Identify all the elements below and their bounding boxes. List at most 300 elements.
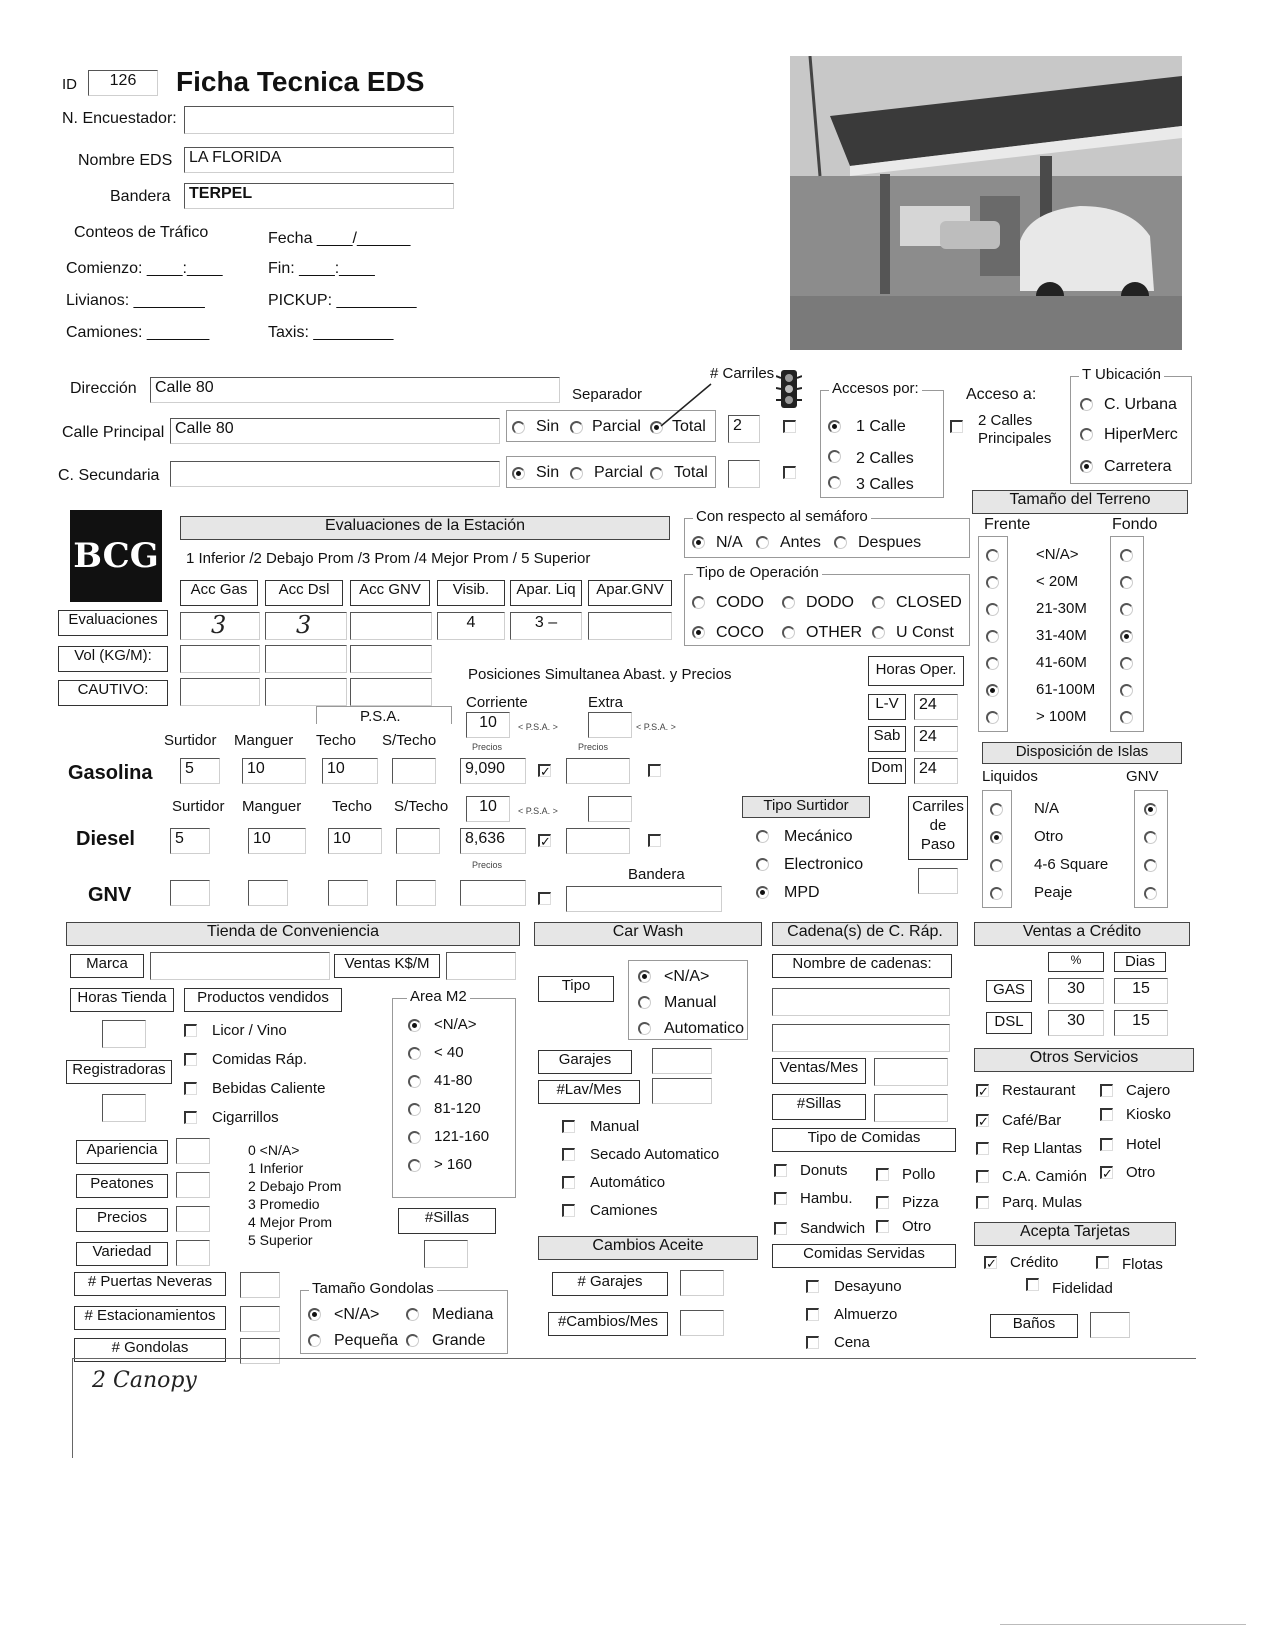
fecha-field[interactable]: Fecha ____/______: [268, 230, 411, 247]
producto-check[interactable]: [184, 1053, 197, 1066]
tarjeta-credito-label: Crédito: [1010, 1254, 1059, 1271]
tarjeta-fidelidad-check[interactable]: [1026, 1278, 1039, 1291]
terreno-frente-radio[interactable]: [986, 549, 999, 562]
row-cautivo: CAUTIVO:: [58, 680, 168, 706]
gondola-mediana-radio[interactable]: [406, 1308, 419, 1321]
op-closed-label: CLOSED: [896, 594, 962, 611]
notes-left-line: [72, 1358, 73, 1458]
id-label: ID: [62, 76, 77, 93]
cautivo-acc-dsl[interactable]: [265, 678, 347, 706]
dsl-col-techo: Techo: [332, 798, 373, 815]
servida-label: Almuerzo: [834, 1306, 898, 1323]
scale-item: 3 Promedio: [248, 1196, 320, 1212]
tienda-ventas-label: Ventas K$/M: [334, 954, 440, 978]
horas-tienda-field[interactable]: [102, 1020, 146, 1048]
bandera-label-pos: Bandera: [628, 866, 685, 883]
gnv-label: GNV: [88, 884, 132, 906]
col-acc-gas: Acc Gas: [180, 580, 258, 606]
op-dodo-radio[interactable]: [782, 596, 795, 609]
carwash-auto-label: Automatico: [664, 1020, 745, 1037]
carriles-label: # Carriles: [710, 365, 775, 382]
gas-extra-precio-check[interactable]: [648, 764, 661, 777]
col-apar-liq: Apar. Liq: [510, 580, 582, 606]
eval-apar-liq[interactable]: 3 –: [510, 612, 582, 640]
horas-dom-field[interactable]: 24: [914, 758, 958, 784]
scale-item: 0 <N/A>: [248, 1142, 300, 1158]
comida-check[interactable]: [774, 1192, 787, 1205]
servicio-label: Parq. Mulas: [1002, 1194, 1083, 1211]
servicio-check[interactable]: [1100, 1084, 1113, 1097]
gas-col-manguer: Manguer: [234, 732, 294, 749]
gas-manguer-field[interactable]: 10: [242, 758, 306, 784]
eval-visib[interactable]: 4: [437, 612, 505, 640]
carriles-paso-field[interactable]: [918, 868, 958, 894]
cadena-tipo-label: Tipo de Comidas: [772, 1128, 956, 1152]
gas-precio-field[interactable]: 9,090: [460, 758, 526, 784]
dsl-corriente-field[interactable]: 10: [466, 796, 510, 822]
area-radio[interactable]: [408, 1103, 421, 1116]
terreno-fondo-radio[interactable]: [1120, 684, 1133, 697]
ubicacion-title: T Ubicación: [1079, 366, 1164, 383]
servicio-check[interactable]: [976, 1196, 989, 1209]
sep-p-parcial-radio[interactable]: [570, 421, 583, 434]
sep-p-total-label: Total: [672, 418, 706, 435]
comida-check[interactable]: [774, 1164, 787, 1177]
cadena-nombre-field-1[interactable]: [772, 988, 950, 1016]
terreno-frente-radio[interactable]: [986, 684, 999, 697]
terreno-fondo-radio[interactable]: [1120, 657, 1133, 670]
islas-header: Disposición de Islas: [982, 742, 1182, 764]
op-codo-radio[interactable]: [692, 596, 705, 609]
servicio-check[interactable]: [1100, 1138, 1113, 1151]
horas-sab-field[interactable]: 24: [914, 726, 958, 752]
terreno-frente-radio[interactable]: [986, 576, 999, 589]
islas-gnv: GNV: [1126, 768, 1159, 785]
servida-check[interactable]: [806, 1280, 819, 1293]
producto-check[interactable]: [184, 1024, 197, 1037]
carwash-check[interactable]: [562, 1176, 575, 1189]
traffic-light-icon: [776, 368, 802, 410]
carriles-principal-check[interactable]: [783, 420, 796, 433]
credito-dias-label: Dias: [1114, 952, 1166, 972]
horas-dom-label: Dom: [868, 758, 906, 784]
dsl-extra-field[interactable]: [588, 796, 632, 822]
eval-acc-gas[interactable]: 3: [180, 612, 260, 640]
op-uconst-label: U Const: [896, 624, 954, 641]
servida-label: Desayuno: [834, 1278, 902, 1295]
cautivo-acc-gas[interactable]: [180, 678, 260, 706]
gnv-manguer-field[interactable]: [248, 880, 288, 906]
pickup-field[interactable]: PICKUP: _________: [268, 292, 417, 309]
islas-gnv-radio[interactable]: [1144, 803, 1157, 816]
op-other-label: OTHER: [806, 624, 862, 641]
servicio-check[interactable]: [976, 1142, 989, 1155]
surtidor-mpd-radio[interactable]: [756, 886, 769, 899]
terreno-frente-radio[interactable]: [986, 711, 999, 724]
carwash-check-label: Camiones: [590, 1202, 658, 1219]
surtidor-mecanico-label: Mecánico: [784, 828, 853, 845]
row-evaluaciones: Evaluaciones: [58, 610, 168, 636]
semaforo-na-radio[interactable]: [692, 536, 705, 549]
islas-gnv-radio[interactable]: [1144, 887, 1157, 900]
horas-lv-field[interactable]: 24: [914, 694, 958, 720]
scale-item: 2 Debajo Prom: [248, 1178, 342, 1194]
gas-psa-2: < P.S.A. >: [636, 722, 676, 732]
cadena-ventas-label: Ventas/Mes: [772, 1058, 866, 1084]
tienda-eval-label: Apariencia: [76, 1140, 168, 1164]
gas-precios-2: Precios: [578, 742, 609, 752]
producto-label: Cigarrillos: [212, 1109, 279, 1126]
servida-check[interactable]: [806, 1308, 819, 1321]
tienda-eval-field[interactable]: [176, 1172, 210, 1198]
ubicacion-hipermerc-label: HiperMerc: [1104, 426, 1178, 443]
terreno-fondo-radio[interactable]: [1120, 711, 1133, 724]
servicio-label: Kiosko: [1126, 1106, 1172, 1123]
tienda-marca-field[interactable]: [150, 952, 330, 980]
op-other-radio[interactable]: [782, 626, 795, 639]
dsl-surtidor-field[interactable]: 5: [170, 828, 210, 854]
islas-liquidos-radio[interactable]: [990, 803, 1003, 816]
puertas-label: # Puertas Neveras: [74, 1272, 226, 1296]
carwash-check-label: Automático: [590, 1174, 666, 1191]
surtidor-electronico-label: Electronico: [784, 856, 864, 873]
tienda-eval-label: Peatones: [76, 1174, 168, 1198]
gondola-pequena-radio[interactable]: [308, 1334, 321, 1347]
servicio-check[interactable]: [1100, 1108, 1113, 1121]
op-coco-radio[interactable]: [692, 626, 705, 639]
carwash-manual-label: Manual: [664, 994, 717, 1011]
tarjetas-header: Acepta Tarjetas: [974, 1222, 1176, 1246]
tienda-eval-field[interactable]: [176, 1240, 210, 1266]
traffic-title: Conteos de Tráfico: [74, 224, 209, 241]
ubicacion-hipermerc-radio[interactable]: [1080, 428, 1093, 441]
carriles-secundaria-field[interactable]: [728, 460, 760, 488]
dsl-manguer-field[interactable]: 10: [248, 828, 306, 854]
surtidor-mecanico-radio[interactable]: [756, 830, 769, 843]
separador-check-mark: [655, 380, 715, 432]
ubicacion-urbana-label: C. Urbana: [1104, 396, 1177, 413]
ubicacion-carretera-radio[interactable]: [1080, 460, 1093, 473]
encuestador-field[interactable]: [184, 106, 454, 134]
col-acc-dsl: Acc Dsl: [265, 580, 343, 606]
banos-field[interactable]: [1090, 1312, 1130, 1338]
terreno-fondo-label: Fondo: [1112, 516, 1158, 533]
carwash-na-label: <N/A>: [664, 968, 710, 985]
servicio-check[interactable]: ✓: [978, 1084, 989, 1099]
principal-field[interactable]: Calle 80: [170, 418, 500, 444]
gas-extra-field[interactable]: [588, 712, 632, 738]
posiciones-title: Posiciones Simultanea Abast. y Precios: [468, 666, 732, 683]
aceite-garajes-field[interactable]: [680, 1270, 724, 1296]
semaforo-antes-radio[interactable]: [756, 536, 769, 549]
comida-label: Pizza: [902, 1194, 939, 1211]
sep-p-sin-radio[interactable]: [512, 421, 525, 434]
terreno-frente-radio[interactable]: [986, 630, 999, 643]
carwash-check-label: Secado Automatico: [590, 1146, 720, 1163]
islas-gnv-radio[interactable]: [1144, 831, 1157, 844]
dsl-stecho-field[interactable]: [396, 828, 440, 854]
comida-check[interactable]: [774, 1222, 787, 1235]
productos-label: Productos vendidos: [184, 988, 342, 1012]
aceite-cambios-field[interactable]: [680, 1310, 724, 1336]
bandera-label: Bandera: [110, 188, 171, 205]
puertas-field[interactable]: [240, 1272, 280, 1298]
nombre-field[interactable]: LA FLORIDA: [184, 147, 454, 173]
gondolas-size-title: Tamaño Gondolas: [309, 1280, 437, 1297]
carwash-check[interactable]: [562, 1204, 575, 1217]
sep-s-sin-label: Sin: [536, 464, 560, 481]
carriles-paso-label: Carriles de Paso: [908, 796, 968, 860]
fin-field[interactable]: Fin: ____:____: [268, 260, 375, 277]
accesos-3-label: 3 Calles: [856, 476, 914, 493]
cadena-header: Cadena(s) de C. Ráp.: [772, 922, 958, 946]
credito-dsl-label: DSL: [986, 1012, 1032, 1034]
carwash-header: Car Wash: [534, 922, 762, 946]
tarjeta-flotas-check[interactable]: [1096, 1256, 1109, 1269]
encuestador-label: N. Encuestador:: [62, 110, 177, 127]
semaforo-title: Con respecto al semáforo: [693, 508, 871, 525]
nombre-label: Nombre EDS: [78, 152, 173, 169]
evaluaciones-scale: 1 Inferior /2 Debajo Prom /3 Prom /4 Mejor Prom / 5 Superior: [186, 550, 591, 567]
vol-acc-gnv[interactable]: [350, 645, 432, 673]
tienda-ventas-field[interactable]: [446, 952, 516, 980]
carriles-principal-field[interactable]: 2: [728, 415, 760, 443]
accesos-1-radio[interactable]: [828, 420, 841, 433]
accesos-title: Accesos por:: [829, 380, 922, 397]
gas-corriente-field[interactable]: 10: [466, 712, 510, 738]
secundaria-field[interactable]: [170, 461, 500, 487]
semaforo-antes-label: Antes: [780, 534, 821, 551]
islas-liquidos: Liquidos: [982, 768, 1038, 785]
tienda-eval-label: Variedad: [76, 1242, 168, 1266]
surtidor-mpd-label: MPD: [784, 884, 820, 901]
area-radio[interactable]: [408, 1047, 421, 1060]
tienda-sillas-label: #Sillas: [398, 1208, 496, 1234]
psa-header: P.S.A.: [360, 708, 401, 725]
op-uconst-radio[interactable]: [872, 626, 885, 639]
credito-dsl-dias[interactable]: 15: [1114, 1010, 1168, 1036]
gas-col-techo: Techo: [316, 732, 357, 749]
col-acc-gnv: Acc GNV: [350, 580, 430, 606]
islas-liquidos-radio[interactable]: [990, 859, 1003, 872]
surtidor-header: Tipo Surtidor: [742, 796, 870, 818]
gas-stecho-field[interactable]: [392, 758, 436, 784]
accesos-3-radio[interactable]: [828, 476, 841, 489]
dsl-techo-field[interactable]: 10: [328, 828, 382, 854]
gas-col-stecho: S/Techo: [382, 732, 437, 749]
area-option-label: > 160: [434, 1156, 472, 1173]
op-coco-label: COCO: [716, 624, 764, 641]
op-closed-radio[interactable]: [872, 596, 885, 609]
ubicacion-carretera-label: Carretera: [1104, 458, 1172, 475]
terreno-fondo-radio[interactable]: [1120, 630, 1133, 643]
comienzo-field[interactable]: Comienzo: ____:____: [66, 260, 223, 277]
servicio-label: Rep Llantas: [1002, 1140, 1083, 1157]
gondola-grande-radio[interactable]: [406, 1334, 419, 1347]
dsl-extra-precio-field[interactable]: [566, 828, 630, 854]
area-radio[interactable]: [408, 1131, 421, 1144]
extra-label: Extra: [588, 694, 624, 711]
gas-techo-field[interactable]: 10: [322, 758, 378, 784]
sep-s-total-radio[interactable]: [650, 467, 663, 480]
dsl-precio-check[interactable]: ✓: [540, 834, 551, 849]
diesel-label: Diesel: [76, 828, 135, 850]
gnv-precio-field[interactable]: [460, 880, 526, 906]
area-radio[interactable]: [408, 1075, 421, 1088]
row-vol: Vol (KG/M):: [58, 646, 168, 672]
gnv-surtidor-field[interactable]: [170, 880, 210, 906]
area-option-label: 121-160: [434, 1128, 490, 1145]
islas-option-label: Peaje: [1034, 884, 1073, 901]
dos-calles-label: 2 Calles Principales: [978, 412, 1052, 447]
dsl-col-stecho: S/Techo: [394, 798, 449, 815]
id-field[interactable]: 126: [88, 70, 158, 96]
gas-precios-1: Precios: [472, 742, 503, 752]
comida-check[interactable]: [876, 1196, 889, 1209]
terreno-fondo-radio[interactable]: [1120, 576, 1133, 589]
comida-check[interactable]: [876, 1168, 889, 1181]
direccion-field[interactable]: Calle 80: [150, 377, 560, 403]
terreno-frente-radio[interactable]: [986, 657, 999, 670]
scale-item: 1 Inferior: [248, 1160, 304, 1176]
area-radio[interactable]: [408, 1019, 421, 1032]
servida-check[interactable]: [806, 1336, 819, 1349]
semaforo-despues-radio[interactable]: [834, 536, 847, 549]
comida-label: Sandwich: [800, 1220, 866, 1237]
carwash-garajes-label: Garajes: [538, 1050, 632, 1074]
gas-precio-check[interactable]: ✓: [540, 764, 551, 779]
sep-s-sin-radio[interactable]: [512, 467, 525, 480]
gasolina-label: Gasolina: [68, 762, 153, 784]
area-option-label: < 40: [434, 1044, 464, 1061]
carwash-auto-radio[interactable]: [638, 1022, 651, 1035]
carwash-na-radio[interactable]: [638, 970, 651, 983]
area-radio[interactable]: [408, 1159, 421, 1172]
gondola-pequena-label: Pequeña: [334, 1332, 399, 1349]
carriles-secundaria-check[interactable]: [783, 466, 796, 479]
taxis-field[interactable]: Taxis: _________: [268, 324, 394, 341]
vol-acc-dsl[interactable]: [265, 645, 347, 673]
gas-extra-precio-field[interactable]: [566, 758, 630, 784]
dsl-col-manguer: Manguer: [242, 798, 302, 815]
cadena-nombre-field-2[interactable]: [772, 1024, 950, 1052]
servicio-check[interactable]: [976, 1170, 989, 1183]
camiones-field[interactable]: Camiones: _______: [66, 324, 210, 341]
servicio-label: Otro: [1126, 1164, 1156, 1181]
registradoras-label: Registradoras: [66, 1060, 172, 1084]
dsl-precios: Precios: [472, 860, 503, 870]
gnv-techo-field[interactable]: [328, 880, 368, 906]
dos-calles-check[interactable]: [950, 420, 963, 433]
comida-label: Hambu.: [800, 1190, 853, 1207]
registradoras-field[interactable]: [102, 1094, 146, 1122]
gnv-bandera-field[interactable]: [566, 886, 722, 912]
gnv-stecho-field[interactable]: [396, 880, 436, 906]
livianos-field[interactable]: Livianos: ________: [66, 292, 205, 309]
tienda-eval-field[interactable]: [176, 1138, 210, 1164]
cadena-ventas-field[interactable]: [874, 1058, 948, 1086]
credito-gas-pct[interactable]: 30: [1048, 978, 1104, 1004]
cadena-sillas-label: #Sillas: [772, 1094, 866, 1120]
servicio-check[interactable]: ✓: [1102, 1166, 1113, 1181]
comida-label: Otro: [902, 1218, 932, 1235]
comida-label: Donuts: [800, 1162, 848, 1179]
terreno-fondo-radio[interactable]: [1120, 603, 1133, 616]
servicio-check[interactable]: ✓: [978, 1114, 989, 1129]
terreno-option-label: 31-40M: [1036, 627, 1087, 644]
ubicacion-urbana-radio[interactable]: [1080, 398, 1093, 411]
comida-check[interactable]: [876, 1220, 889, 1233]
surtidor-electronico-radio[interactable]: [756, 858, 769, 871]
accesos-2-radio[interactable]: [828, 450, 841, 463]
vol-acc-gas[interactable]: [180, 645, 260, 673]
carwash-lav-field[interactable]: [652, 1078, 712, 1104]
carwash-manual-radio[interactable]: [638, 996, 651, 1009]
gas-surtidor-field[interactable]: 5: [180, 758, 220, 784]
tienda-sillas-field[interactable]: [424, 1240, 468, 1268]
tarjeta-credito-check[interactable]: ✓: [986, 1256, 997, 1271]
sep-s-parcial-label: Parcial: [594, 464, 643, 481]
dsl-precio-field[interactable]: 8,636: [460, 828, 526, 854]
terreno-option-label: < 20M: [1036, 573, 1079, 590]
islas-liquidos-radio[interactable]: [990, 831, 1003, 844]
eval-acc-dsl[interactable]: 3: [265, 612, 347, 640]
producto-check[interactable]: [184, 1082, 197, 1095]
area-option-label: 41-80: [434, 1072, 473, 1089]
servicio-label: C.A. Camión: [1002, 1168, 1088, 1185]
carwash-check[interactable]: [562, 1148, 575, 1161]
eval-apar-gnv[interactable]: [588, 612, 672, 640]
area-option-label: 81-120: [434, 1100, 481, 1117]
notes-text[interactable]: 2 Canopy: [92, 1368, 197, 1393]
servida-label: Cena: [834, 1334, 870, 1351]
islas-gnv-radio[interactable]: [1144, 859, 1157, 872]
carwash-check[interactable]: [562, 1120, 575, 1133]
credito-dsl-pct[interactable]: 30: [1048, 1010, 1104, 1036]
cadena-sillas-field[interactable]: [874, 1094, 948, 1122]
tienda-header: Tienda de Conveniencia: [66, 922, 520, 946]
islas-liquidos-radio[interactable]: [990, 887, 1003, 900]
cautivo-acc-gnv[interactable]: [350, 678, 432, 706]
servicio-label: Restaurant: [1002, 1082, 1076, 1099]
gondolas-field[interactable]: [240, 1338, 280, 1364]
terreno-frente-radio[interactable]: [986, 603, 999, 616]
carwash-tipo-label: Tipo: [538, 976, 614, 1002]
credito-header: Ventas a Crédito: [974, 922, 1190, 946]
principal-label: Calle Principal: [62, 424, 165, 441]
gas-psa-1: < P.S.A. >: [518, 722, 558, 732]
tienda-eval-field[interactable]: [176, 1206, 210, 1232]
corriente-label: Corriente: [466, 694, 528, 711]
producto-label: Comidas Ráp.: [212, 1051, 308, 1068]
separador-label: Separador: [572, 386, 643, 403]
eval-acc-gnv[interactable]: [350, 612, 432, 640]
servicio-label: Hotel: [1126, 1136, 1162, 1153]
sep-s-parcial-radio[interactable]: [570, 467, 583, 480]
gondola-na-radio[interactable]: [308, 1308, 321, 1321]
op-codo-label: CODO: [716, 594, 764, 611]
estacionamientos-field[interactable]: [240, 1306, 280, 1332]
producto-check[interactable]: [184, 1111, 197, 1124]
dsl-extra-precio-check[interactable]: [648, 834, 661, 847]
credito-gas-dias[interactable]: 15: [1114, 978, 1168, 1004]
bandera-field[interactable]: TERPEL: [184, 183, 454, 209]
gnv-precio-check[interactable]: [538, 892, 551, 905]
terreno-fondo-radio[interactable]: [1120, 549, 1133, 562]
credito-pct-label: %: [1048, 952, 1104, 972]
banos-label: Baños: [990, 1314, 1078, 1338]
carwash-garajes-field[interactable]: [652, 1048, 712, 1074]
